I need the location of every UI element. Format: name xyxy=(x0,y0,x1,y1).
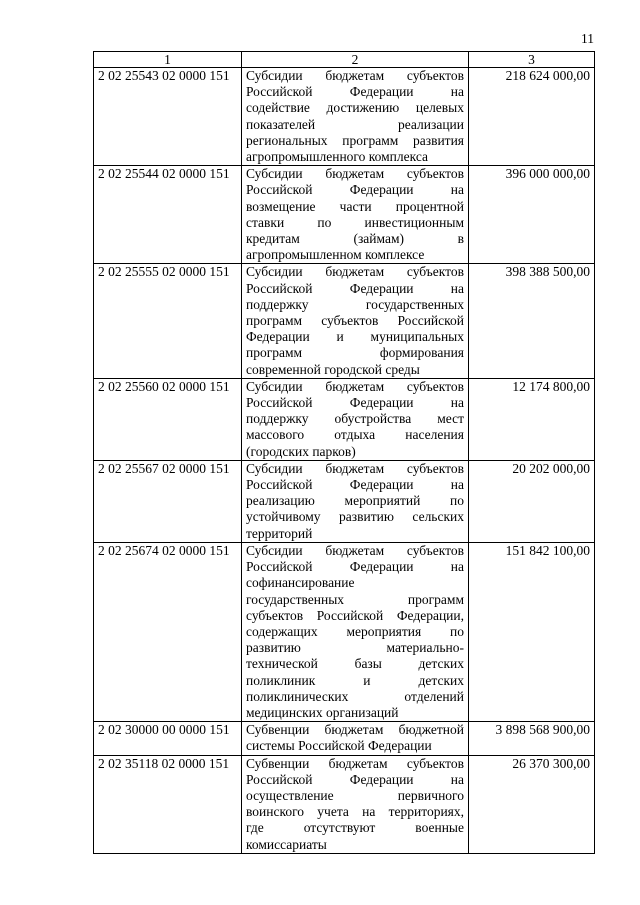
revenue-name-line: Федерации и муниципальных xyxy=(246,329,464,345)
revenue-name-line: кредитам (займам) в xyxy=(246,231,464,247)
revenue-name-line: реализацию мероприятий по xyxy=(246,493,464,509)
budget-revenue-table xyxy=(93,51,595,854)
budget-code-cell: 2 02 25560 02 0000 151 xyxy=(94,378,242,460)
budget-code-cell: 2 02 25567 02 0000 151 xyxy=(94,460,242,542)
budget-code-cell: 2 02 25544 02 0000 151 xyxy=(94,166,242,264)
revenue-name-line: Субсидии бюджетам субъектов xyxy=(246,264,464,280)
revenue-name-cell xyxy=(242,460,469,542)
revenue-name-line: Субвенции бюджетам бюджетной xyxy=(246,722,464,738)
revenue-name-line: воинского учета на территориях, xyxy=(246,804,464,820)
revenue-name-line: комиссариаты xyxy=(246,836,327,852)
revenue-name-line: поддержку обустройства мест xyxy=(246,411,464,427)
page-number: 11 xyxy=(581,31,594,46)
revenue-name-line: софинансирование xyxy=(246,575,355,591)
table-body xyxy=(94,68,595,854)
revenue-name-line: поликлинических отделений xyxy=(246,688,464,704)
revenue-name-line: ставки по инвестиционным xyxy=(246,214,464,230)
amount-cell: 20 202 000,00 xyxy=(469,460,595,542)
revenue-name-cell xyxy=(242,542,469,721)
table-row xyxy=(94,460,595,542)
revenue-name-line: Субсидии бюджетам субъектов xyxy=(246,68,464,83)
amount-cell: 151 842 100,00 xyxy=(469,542,595,721)
revenue-name-line: развитию материально- xyxy=(246,640,464,656)
revenue-name-line: показателей реализации xyxy=(246,116,464,132)
revenue-name-line: государственных программ xyxy=(246,591,464,607)
revenue-name-line: где отсутствуют военные xyxy=(246,820,464,836)
revenue-name-line: агропромышленном комплексе xyxy=(246,247,425,263)
table-row xyxy=(94,722,595,755)
revenue-name-line: Субвенции бюджетам субъектов xyxy=(246,755,464,771)
table-row xyxy=(94,755,595,853)
revenue-name-line: поддержку государственных xyxy=(246,296,464,312)
amount-cell: 218 624 000,00 xyxy=(469,68,595,166)
column-header-code: 1 xyxy=(94,52,242,68)
revenue-name-line: региональных программ развития xyxy=(246,132,464,148)
budget-code-cell: 2 02 25543 02 0000 151 xyxy=(94,68,242,166)
revenue-name-line: Российской Федерации на xyxy=(246,84,464,100)
revenue-name-cell xyxy=(242,166,469,264)
revenue-name-line: содержащих мероприятия по xyxy=(246,623,464,639)
revenue-name-line: возмещение части процентной xyxy=(246,198,464,214)
revenue-name-line: поликлиник и детских xyxy=(246,672,464,688)
revenue-name-line: Российской Федерации на xyxy=(246,477,464,493)
revenue-name-line: Российской Федерации на xyxy=(246,771,464,787)
revenue-name-cell xyxy=(242,755,469,853)
column-header-name: 2 xyxy=(242,52,469,68)
revenue-name-cell xyxy=(242,68,469,166)
revenue-name-line: агропромышленного комплекса xyxy=(246,149,428,165)
revenue-name-line: массового отдыха населения xyxy=(246,427,464,443)
table-row xyxy=(94,166,595,264)
revenue-name-line: Субсидии бюджетам субъектов xyxy=(246,166,464,182)
column-header-amount: 3 xyxy=(469,52,595,68)
revenue-name-line: технической базы детских xyxy=(246,656,464,672)
amount-cell: 26 370 300,00 xyxy=(469,755,595,853)
amount-cell: 12 174 800,00 xyxy=(469,378,595,460)
revenue-name-line: Российской Федерации на xyxy=(246,559,464,575)
revenue-name-line: Субсидии бюджетам субъектов xyxy=(246,460,464,476)
budget-code-cell: 2 02 30000 00 0000 151 xyxy=(94,722,242,755)
revenue-name-line: программ формирования xyxy=(246,345,464,361)
revenue-name-line: Субсидии бюджетам субъектов xyxy=(246,378,464,394)
table-row xyxy=(94,264,595,378)
revenue-name-line: Российской Федерации на xyxy=(246,182,464,198)
revenue-name-line: содействие достижению целевых xyxy=(246,100,464,116)
budget-code-cell: 2 02 25555 02 0000 151 xyxy=(94,264,242,378)
budget-code-cell: 2 02 35118 02 0000 151 xyxy=(94,755,242,853)
amount-cell: 398 388 500,00 xyxy=(469,264,595,378)
budget-code-cell: 2 02 25674 02 0000 151 xyxy=(94,542,242,721)
revenue-name-cell xyxy=(242,722,469,755)
table-row xyxy=(94,68,595,166)
revenue-name-line: системы Российской Федерации xyxy=(246,738,432,754)
revenue-name-line: субъектов Российской Федерации, xyxy=(246,607,464,623)
revenue-name-line: устойчивому развитию сельских xyxy=(246,509,464,525)
amount-cell: 3 898 568 900,00 xyxy=(469,722,595,755)
revenue-name-line: территорий xyxy=(246,525,313,541)
revenue-name-line: Российской Федерации на xyxy=(246,280,464,296)
amount-cell: 396 000 000,00 xyxy=(469,166,595,264)
revenue-name-line: медицинских организаций xyxy=(246,704,399,720)
revenue-name-line: программ субъектов Российской xyxy=(246,313,464,329)
table-row xyxy=(94,378,595,460)
revenue-name-line: Субсидии бюджетам субъектов xyxy=(246,542,464,558)
revenue-name-line: Российской Федерации на xyxy=(246,395,464,411)
revenue-name-cell xyxy=(242,378,469,460)
revenue-name-cell xyxy=(242,264,469,378)
table-header-row xyxy=(94,52,595,68)
revenue-name-line: (городских парков) xyxy=(246,443,356,459)
revenue-name-line: осуществление первичного xyxy=(246,787,464,803)
revenue-name-line: современной городской среды xyxy=(246,361,420,377)
table-row xyxy=(94,542,595,721)
